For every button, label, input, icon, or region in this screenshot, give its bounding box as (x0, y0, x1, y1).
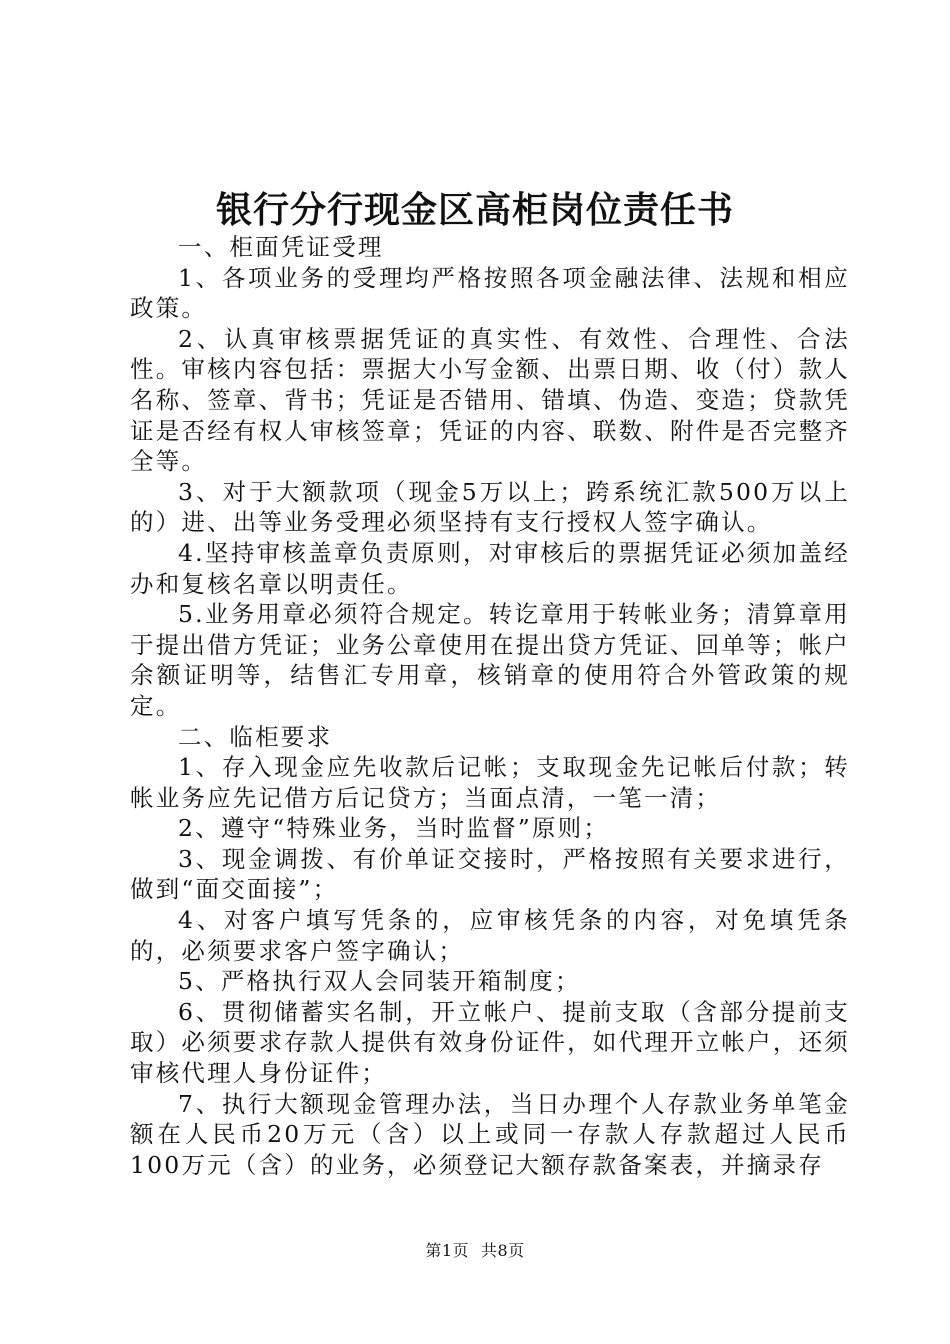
paragraph: 1、各项业务的受理均严格按照各项金融法律、法规和相应政策。 (130, 263, 850, 323)
paragraph: 2、遵守“特殊业务，当时监督”原则； (178, 814, 610, 843)
section-heading: 一、柜面凭证受理 (178, 233, 384, 261)
page-footer (0, 1240, 950, 1262)
page-number: 第1页 (425, 1241, 469, 1260)
paragraph: 7、执行大额现金管理办法，当日办理个人存款业务单笔金额在人民币20万元（含）以上或同一存款人存款超过人民币100万元（含）的业务，必须登记大额存款备案表，并摘录存 (130, 1089, 850, 1179)
page-total: 共8页 (481, 1241, 525, 1260)
paragraph: 3、对于大额款项（现金5万以上；跨系统汇款500万以上的）进、出等业务受理必须坚持有支行授权人签字确认。 (130, 477, 850, 537)
paragraph: 3、现金调拨、有价单证交接时，严格按照有关要求进行，做到“面交面接”； (130, 844, 850, 904)
paragraph: 5.业务用章必须符合规定。转讫章用于转帐业务；清算章用于提出借方凭证；业务公章使用在提出贷方凭证、回单等；帐户余额证明等，结售汇专用章，核销章的使用符合外管政策的规定。 (130, 600, 850, 720)
section-heading: 二、临柜要求 (178, 722, 333, 751)
paragraph: 6、贯彻储蓄实名制，开立帐户、提前支取（含部分提前支取）必须要求存款人提供有效身份证件，如代理开立帐户，还须审核代理人身份证件； (130, 997, 850, 1088)
document-title: 银行分行现金区高柜岗位责任书 (215, 189, 734, 231)
paragraph: 4.坚持审核盖章负责原则，对审核后的票据凭证必须加盖经办和复核名章以明责任。 (130, 538, 850, 598)
paragraph: 2、认真审核票据凭证的真实性、有效性、合理性、合法性。审核内容包括：票据大小写金额、出票日期、收（付）款人名称、签章、背书；凭证是否错用、错填、伪造、变造；贷款凭证是否经有权人审核签章；凭证的内容、联数、附件是否完整齐全等。 (130, 324, 850, 476)
paragraph: 4、对客户填写凭条的，应审核凭条的内容，对免填凭条的，必须要求客户签字确认； (130, 906, 850, 965)
document-body (130, 232, 850, 1180)
paragraph: 1、存入现金应先收款后记帐；支取现金先记帐后付款；转帐业务应先记借方后记贷方；当面点清，一笔一清； (130, 753, 850, 812)
paragraph: 5、严格执行双人会同装开箱制度； (178, 967, 581, 996)
